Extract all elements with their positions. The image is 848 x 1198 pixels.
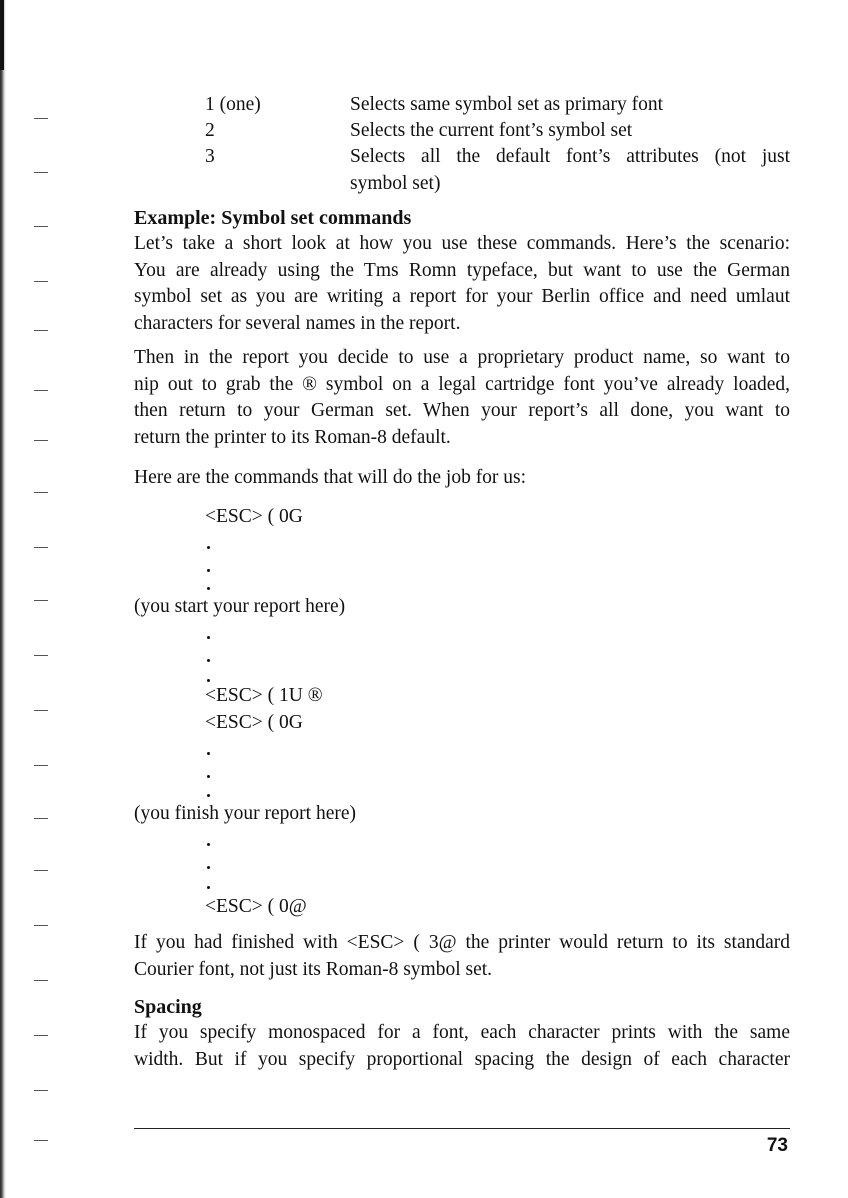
text-line: then return to your German set. When your report’s all done, you want to [134, 400, 790, 421]
example-heading: Example: Symbol set commands [134, 207, 412, 229]
binding-edge [0, 0, 6, 1198]
example-paragraph-1 [134, 231, 790, 337]
option-description: Selects the current font’s symbol set [350, 120, 633, 141]
page-number: 73 [766, 1135, 788, 1156]
text-line: You are already using the Tms Romn typeface, but want to use the German [134, 259, 790, 281]
text-line: Courier font, not just its Roman-8 symbol set. [134, 958, 493, 980]
ellipsis-dot [207, 866, 210, 869]
report-start-note: (you start your report here) [134, 596, 346, 617]
text-line: If you had finished with <ESC> ( 3@ the printer would return to its standard [134, 932, 790, 953]
ellipsis-dot [207, 794, 210, 797]
ellipsis-dot [207, 569, 210, 572]
option-value: 1 (one) [205, 94, 261, 115]
spacing-paragraph [134, 1020, 790, 1073]
ellipsis-dot [207, 659, 210, 662]
escape-command: <ESC> ( 0@ [205, 896, 307, 917]
after-paragraph [134, 930, 790, 983]
binding-edge-mark [0, 0, 4, 70]
text-line: Selects all the default font’s attributes (not just [350, 146, 790, 167]
ellipsis-dot [207, 679, 210, 682]
option-description: Selects same symbol set as primary font [350, 94, 664, 115]
text-line: Let’s take a short look at how you use these commands. Here’s the scenario: [134, 233, 790, 254]
spacing-heading: Spacing [134, 996, 202, 1018]
ellipsis-dot [207, 775, 210, 778]
text-line: If you specify monospaced for a font, each character prints with the same [134, 1022, 790, 1043]
ellipsis-dot [207, 546, 210, 549]
ellipsis-dot [207, 587, 210, 590]
text-line: width. But if you specify proportional spacing the design of each character [134, 1048, 790, 1070]
text-line: Then in the report you decide to use a proprietary product name, so want to [134, 347, 790, 368]
escape-command: <ESC> ( 1U ® [205, 685, 323, 706]
option-description [350, 144, 790, 197]
commands-intro: Here are the commands that will do the job for us: [134, 467, 527, 488]
escape-command: <ESC> ( 0G [205, 712, 303, 733]
text-line: nip out to grab the ® symbol on a legal cartridge font you’ve already loaded, [134, 373, 790, 395]
text-line: characters for several names in the report. [134, 312, 461, 334]
text-line: symbol set) [350, 172, 441, 194]
ellipsis-dot [207, 636, 210, 639]
option-value: 2 [205, 120, 215, 141]
ellipsis-dot [207, 843, 210, 846]
text-line: return the printer to its Roman-8 default. [134, 426, 451, 448]
escape-command: <ESC> ( 0G [205, 506, 303, 527]
report-finish-note: (you finish your report here) [134, 803, 357, 824]
ellipsis-dot [207, 752, 210, 755]
example-paragraph-2 [134, 345, 790, 451]
ellipsis-dot [207, 886, 210, 889]
footer-rule [134, 1128, 790, 1129]
text-line: symbol set as you are writing a report for your Berlin office and need umlaut [134, 286, 790, 307]
option-value: 3 [205, 146, 215, 167]
